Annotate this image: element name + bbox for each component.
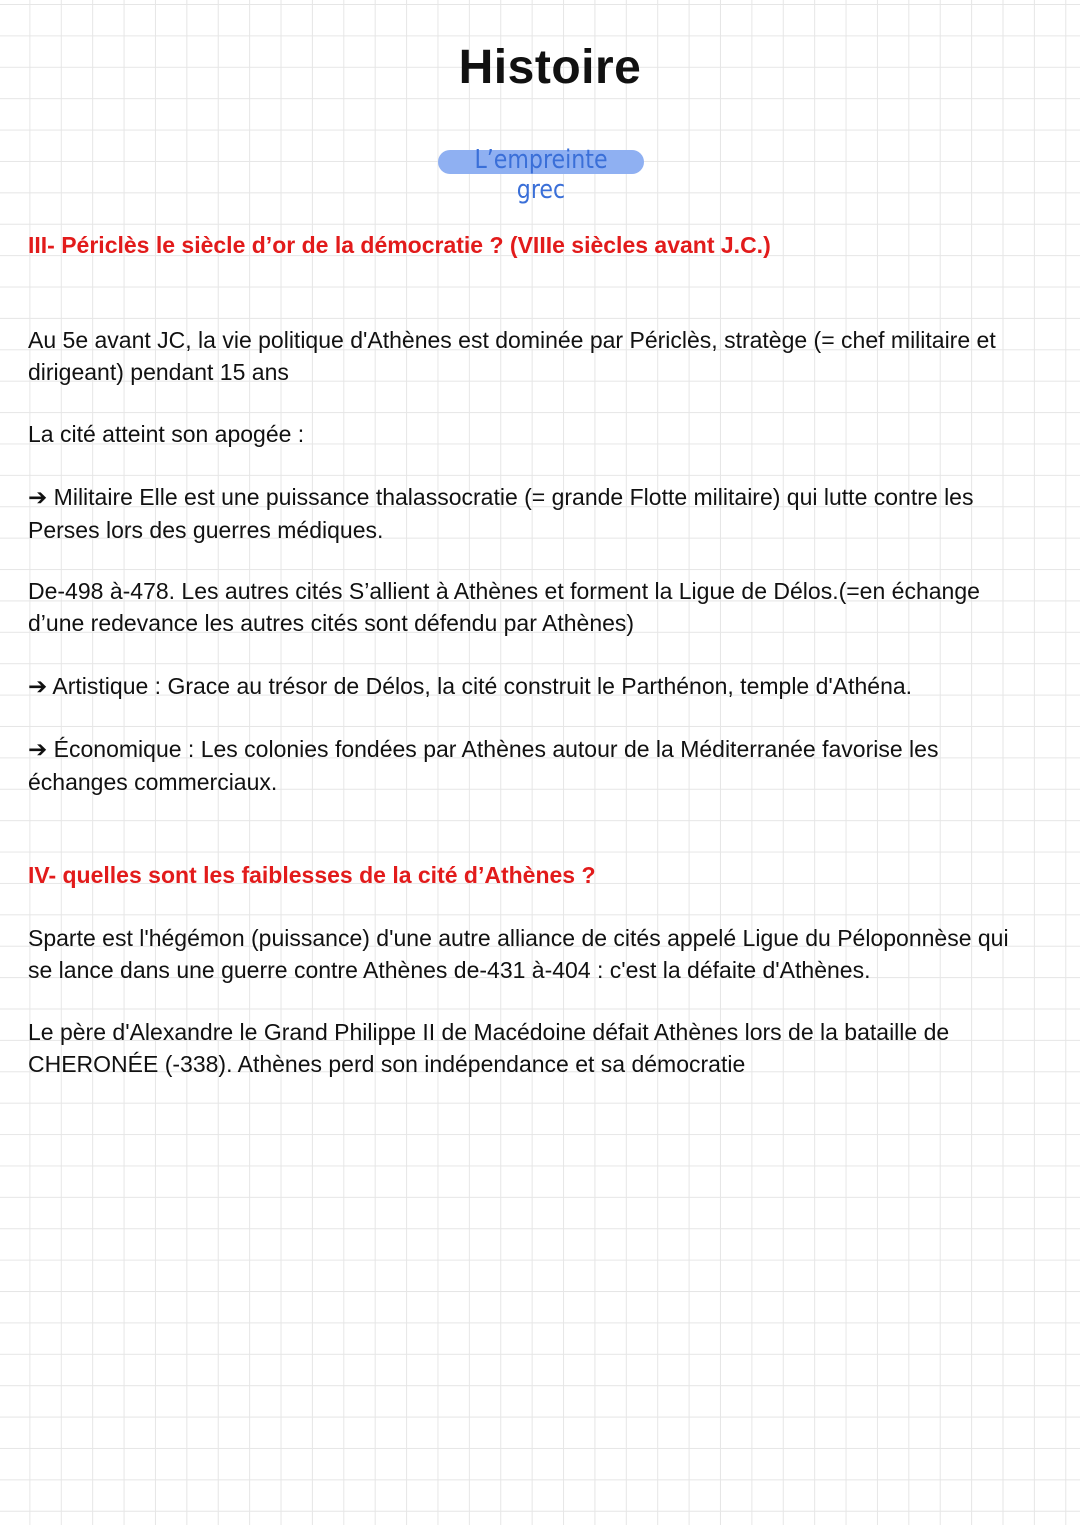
section-3-paragraph-delos: De-498 à-478. Les autres cités S’allient à Athènes et forment la Ligue de Délos.(=en échange d’une redevance les autres cités sont défendu par Athènes) [28, 578, 980, 636]
section-3-paragraph-2: La cité atteint son apogée : [28, 421, 305, 447]
bullet-economique [28, 734, 1038, 798]
bullet-economique-text: Économique : Les colonies fondées par Athènes autour de la Méditerranée favorise les échanges commerciaux. [28, 736, 939, 795]
subtitle-text: L’empreinte grec [474, 145, 608, 205]
bullet-artistique [28, 671, 1038, 704]
bullet-militaire [28, 482, 1038, 546]
section-4-paragraph-2: Le père d'Alexandre le Grand Philippe II de Macédoine défait Athènes lors de la bataille de CHERONÉE (-338). Athènes perd son indépendance et sa démocratie [28, 1019, 950, 1077]
arrow-right-icon: ➔ [28, 737, 48, 763]
arrow-right-icon: ➔ [28, 674, 48, 700]
page-title: Histoire [458, 41, 642, 94]
bullet-artistique-text: Artistique : Grace au trésor de Délos, la cité construit le Parthénon, temple d'Athéna. [52, 673, 913, 699]
section-4-heading: IV- quelles sont les faiblesses de la cité d’Athènes ? [28, 862, 596, 888]
bullet-militaire-text: Militaire Elle est une puissance thalassocratie (= grande Flotte militaire) qui lutte contre les Perses lors des guerres médiques. [28, 484, 974, 543]
subtitle-badge [438, 145, 644, 205]
section-3-heading: III- Périclès le siècle d’or de la démocratie ? (VIIIe siècles avant J.C.) [28, 232, 771, 258]
section-4-paragraph-1: Sparte est l'hégémon (puissance) d'une autre alliance de cités appelé Ligue du Péloponnèse qui se lance dans une guerre contre Athènes de-431 à-404 : c'est la défaite d'Athènes. [28, 925, 1009, 983]
section-3-paragraph-1: Au 5e avant JC, la vie politique d'Athènes est dominée par Périclès, stratège (= chef militaire et dirigeant) pendant 15 ans [28, 327, 996, 385]
arrow-right-icon: ➔ [28, 485, 48, 511]
